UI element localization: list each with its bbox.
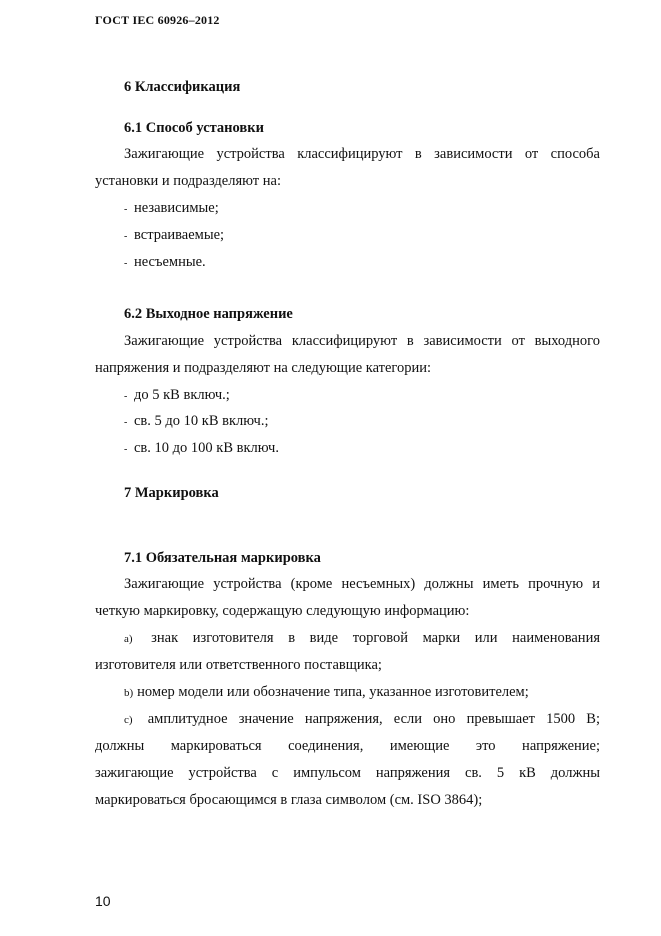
item-c-line1 bbox=[124, 711, 600, 728]
section-6-2-para-line1: Зажигающие устройства классифицируют в зависимости от выходного bbox=[124, 333, 600, 349]
item-a-line1 bbox=[124, 630, 600, 647]
list-item bbox=[124, 387, 230, 404]
item-b-line1 bbox=[124, 684, 529, 701]
section-6-1-heading: 6.1 Способ установки bbox=[124, 120, 264, 136]
list-dash: - bbox=[124, 258, 128, 269]
list-item bbox=[124, 227, 224, 244]
item-c-text: амплитудное значение напряжения, если оно превышает 1500 В; bbox=[147, 711, 601, 727]
list-item bbox=[124, 254, 206, 271]
item-a-marker: a) bbox=[124, 633, 133, 645]
list-item bbox=[124, 200, 219, 217]
item-b-marker: b) bbox=[124, 687, 134, 699]
list-dash: - bbox=[124, 444, 128, 455]
list-item-text: несъемные. bbox=[134, 254, 206, 270]
section-7-1-heading: 7.1 Обязательная маркировка bbox=[124, 550, 321, 566]
section-7-1-para-line1: Зажигающие устройства (кроме несъемных) должны иметь прочную и bbox=[124, 576, 600, 592]
item-a-text: знак изготовителя в виде торговой марки или наименования bbox=[151, 630, 600, 646]
section-6-2-para-line2: напряжения и подразделяют на следующие категории: bbox=[95, 360, 432, 376]
section-6-2-heading: 6.2 Выходное напряжение bbox=[124, 306, 293, 322]
section-7-heading: 7 Маркировка bbox=[124, 485, 219, 501]
list-dash: - bbox=[124, 204, 128, 215]
item-c-line3: зажигающие устройства с импульсом напряжения св. 5 кВ должны bbox=[95, 765, 600, 781]
list-item-text: до 5 кВ включ.; bbox=[134, 387, 230, 403]
section-6-heading: 6 Классификация bbox=[124, 79, 241, 95]
item-b-text: номер модели или обозначение типа, указанное изготовителем; bbox=[137, 684, 529, 700]
list-item-text: независимые; bbox=[134, 200, 219, 216]
item-c-line4: маркироваться бросающимся в глаза символом (см. ISO 3864); bbox=[95, 792, 483, 808]
section-6-1-para-line2: установки и подразделяют на: bbox=[95, 173, 281, 189]
document-header: ГОСТ IEC 60926–2012 bbox=[95, 13, 220, 27]
section-7-1-para-line2: четкую маркировку, содержащую следующую информацию: bbox=[95, 603, 470, 619]
page-number: 10 bbox=[95, 893, 111, 909]
list-dash: - bbox=[124, 231, 128, 242]
list-item bbox=[124, 413, 268, 430]
list-item-text: св. 5 до 10 кВ включ.; bbox=[134, 413, 269, 429]
section-6-1-para-line1: Зажигающие устройства классифицируют в зависимости от способа bbox=[124, 146, 600, 162]
list-item bbox=[124, 440, 279, 457]
item-a-line2: изготовителя или ответственного поставщика; bbox=[95, 657, 382, 673]
list-item-text: св. 10 до 100 кВ включ. bbox=[134, 440, 279, 456]
list-item-text: встраиваемые; bbox=[134, 227, 225, 243]
item-c-line2: должны маркироваться соединения, имеющие это напряжение; bbox=[95, 738, 600, 754]
list-dash: - bbox=[124, 417, 128, 428]
list-dash: - bbox=[124, 391, 128, 402]
item-c-marker: c) bbox=[124, 714, 133, 726]
